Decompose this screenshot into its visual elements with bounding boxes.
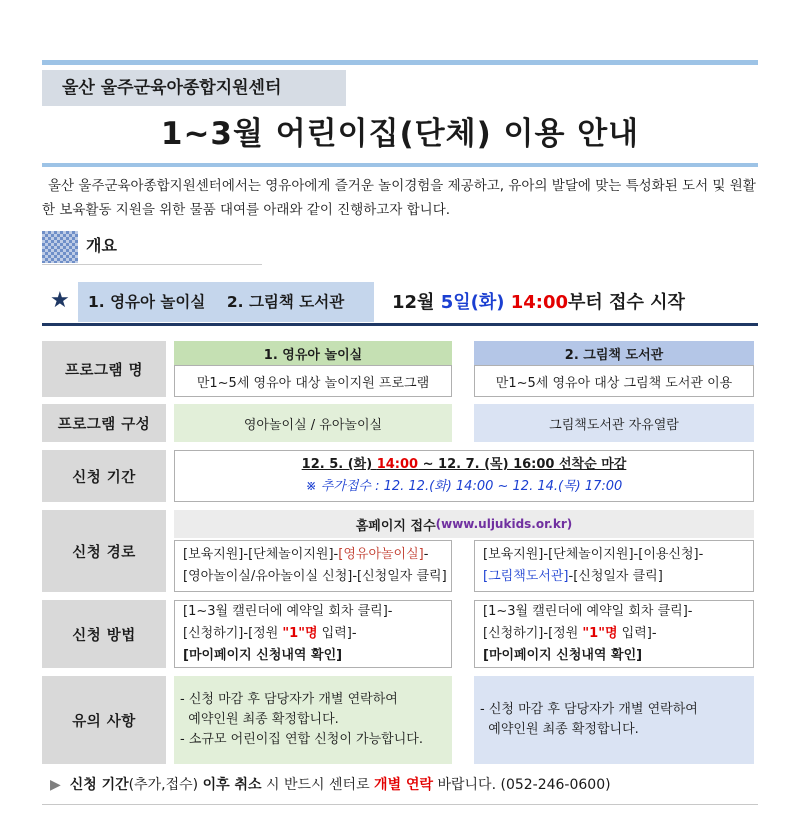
period-extra: ※ 추가접수 : 12. 12.(화) 14:00 ~ 12. 14.(목) 17:00 xyxy=(305,479,623,494)
notes-library: - 신청 마감 후 담당자가 개별 연락하여 예약인원 최종 확정합니다. xyxy=(474,676,754,764)
method-library: [1~3월 캘린더에 예약일 회차 클릭]- [신청하기]-[정원 "1"명 입력]- [마이페이지 신청내역 확인] xyxy=(474,600,754,668)
col-head-playroom: 1. 영유아 놀이실 xyxy=(174,341,452,365)
label-composition: 프로그램 구성 xyxy=(42,404,166,442)
intro-paragraph: 울산 울주군육아종합지원센터에서는 영유아에게 즐거운 놀이경험을 제공하고, 유아의 발달에 맞는 특성화된 도서 및 원활한 보육활동 지원을 위한 물품 대여를 아래와 같이 진행하고자 합니다. xyxy=(42,178,756,218)
period-main: 12. 5. (화) 14:00 ~ 12. 7. (목) 16:00 선착순 마감 xyxy=(301,457,627,472)
triangle-bullet-icon: ▶ xyxy=(50,777,61,793)
method-playroom: [1~3월 캘린더에 예약일 회차 클릭]- [신청하기]-[정원 "1"명 입력]- [마이페이지 신청내역 확인] xyxy=(174,600,452,668)
star-icon: ★ xyxy=(50,288,70,313)
homepage-link[interactable]: (www.uljukids.or.kr) xyxy=(435,517,573,531)
footer-notice: ▶ 신청 기간(추가,접수) 이후 취소 시 반드시 센터로 개별 연락 바랍니다. (052-246-0600) xyxy=(50,777,611,793)
col-head-library: 2. 그림책 도서관 xyxy=(474,341,754,365)
overview-rule xyxy=(42,264,262,265)
label-program-name: 프로그램 명 xyxy=(42,341,166,397)
program-name-library: 만1~5세 영유아 대상 그림책 도서관 이용 xyxy=(474,365,754,397)
route-playroom: [보육지원]-[단체놀이지원]-[영유아놀이실]- [영아놀이실/유아놀이실 신청]-[신청일자 클릭] xyxy=(174,540,452,592)
program-list: 1. 영유아 놀이실 2. 그림책 도서관 xyxy=(78,282,374,322)
period-cell xyxy=(174,450,754,502)
program-name-playroom: 만1~5세 영유아 대상 놀이지원 프로그램 xyxy=(174,365,452,397)
page-title: 1~3월 어린이집(단체) 이용 안내 xyxy=(160,116,640,152)
label-route: 신청 경로 xyxy=(42,510,166,592)
top-rule xyxy=(42,60,758,65)
overview-pattern-icon xyxy=(42,231,78,263)
title-rule xyxy=(42,163,758,167)
label-period: 신청 기간 xyxy=(42,450,166,502)
notes-playroom: - 신청 마감 후 담당자가 개별 연락하여 예약인원 최종 확정합니다. - 소규모 어린이집 연합 신청이 가능합니다. xyxy=(174,676,452,764)
org-name: 울산 울주군육아종합지원센터 xyxy=(42,70,346,106)
bottom-rule xyxy=(42,804,758,805)
composition-library: 그림책도서관 자유열람 xyxy=(474,404,754,442)
route-head: 홈페이지 접수 (www.uljukids.or.kr) xyxy=(174,510,754,538)
label-notes: 유의 사항 xyxy=(42,676,166,764)
route-library: [보육지원]-[단체놀이지원]-[이용신청]- [그림책도서관]-[신청일자 클릭] xyxy=(474,540,754,592)
overview-heading: 개요 xyxy=(86,236,117,255)
reception-start: 12월 5일(화) 14:00부터 접수 시작 xyxy=(392,292,685,313)
composition-playroom: 영아놀이실 / 유아놀이실 xyxy=(174,404,452,442)
overview-rule-dark xyxy=(42,323,758,326)
label-method: 신청 방법 xyxy=(42,600,166,668)
